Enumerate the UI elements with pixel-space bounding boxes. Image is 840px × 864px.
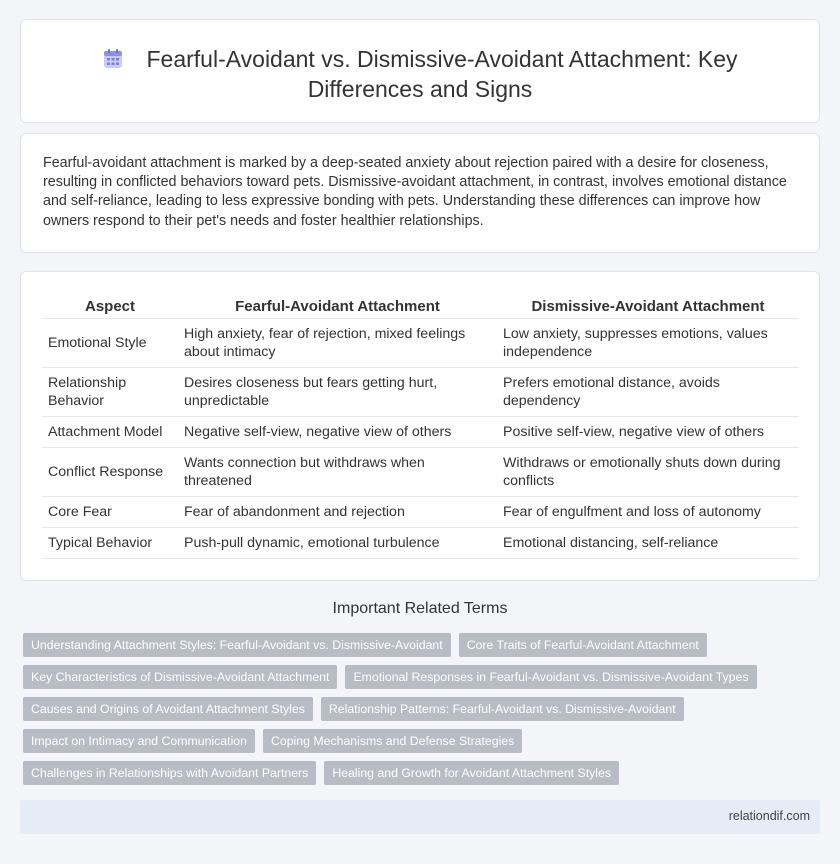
footer-site-link[interactable]: relationdif.com <box>728 809 810 823</box>
related-terms-list <box>23 633 823 785</box>
table-row <box>42 367 799 416</box>
table-row <box>42 318 799 367</box>
title-line-2: Differences and Signs <box>307 76 533 102</box>
cell-fearful: High anxiety, fear of rejection, mixed feelings about intimacy <box>178 318 497 367</box>
related-term-link[interactable]: Understanding Attachment Styles: Fearful-Avoidant vs. Dismissive-Avoidant <box>23 633 451 657</box>
cell-dismissive: Positive self-view, negative view of others <box>497 416 799 447</box>
header-dismissive: Dismissive-Avoidant Attachment <box>497 293 799 318</box>
cell-aspect: Typical Behavior <box>42 527 178 558</box>
header-fearful: Fearful-Avoidant Attachment <box>178 293 497 318</box>
cell-aspect: Emotional Style <box>42 318 178 367</box>
cell-dismissive: Emotional distancing, self-reliance <box>497 527 799 558</box>
cell-fearful: Fear of abandonment and rejection <box>178 496 497 527</box>
intro-card <box>20 133 820 253</box>
intro-text: Fearful-avoidant attachment is marked by a deep-seated anxiety about rejection paired with a desire for closeness, resulting in conflicted behaviors toward pets. Dismissive-avoidant attachment, in contrast, involves emotional distance and self-reliance, leading to less expressive bonding with pets. Understanding these differences can improve how owners respond to their pet's needs and foster healthier relationships. <box>43 155 787 229</box>
related-term-link[interactable]: Core Traits of Fearful-Avoidant Attachment <box>459 633 707 657</box>
cell-dismissive: Low anxiety, suppresses emotions, values independence <box>497 318 799 367</box>
related-term-link[interactable]: Emotional Responses in Fearful-Avoidant vs. Dismissive-Avoidant Types <box>345 665 756 689</box>
title-line-1: Fearful-Avoidant vs. Dismissive-Avoidant Attachment: Key <box>146 46 738 72</box>
cell-aspect: Conflict Response <box>42 447 178 496</box>
header-card <box>20 19 820 123</box>
table-row <box>42 527 799 558</box>
cell-fearful: Negative self-view, negative view of others <box>178 416 497 447</box>
cell-aspect: Attachment Model <box>42 416 178 447</box>
related-term-link[interactable]: Key Characteristics of Dismissive-Avoidant Attachment <box>23 665 337 689</box>
table-header-row <box>42 293 799 318</box>
cell-aspect: Relationship Behavior <box>42 367 178 416</box>
comparison-table <box>42 293 799 559</box>
footer <box>20 800 820 834</box>
cell-aspect: Core Fear <box>42 496 178 527</box>
cell-fearful: Desires closeness but fears getting hurt, unpredictable <box>178 367 497 416</box>
cell-dismissive: Withdraws or emotionally shuts down during conflicts <box>497 447 799 496</box>
cell-fearful: Wants connection but withdraws when threatened <box>178 447 497 496</box>
page-title <box>21 44 819 104</box>
related-terms-title: Important Related Terms <box>332 600 508 617</box>
calendar-icon <box>102 48 124 70</box>
related-term-link[interactable]: Relationship Patterns: Fearful-Avoidant vs. Dismissive-Avoidant <box>321 697 684 721</box>
related-term-link[interactable]: Causes and Origins of Avoidant Attachment Styles <box>23 697 313 721</box>
related-term-link[interactable]: Challenges in Relationships with Avoidant Partners <box>23 761 316 785</box>
cell-dismissive: Prefers emotional distance, avoids dependency <box>497 367 799 416</box>
related-term-link[interactable]: Impact on Intimacy and Communication <box>23 729 255 753</box>
cell-dismissive: Fear of engulfment and loss of autonomy <box>497 496 799 527</box>
table-row <box>42 416 799 447</box>
comparison-card <box>20 271 820 581</box>
related-term-link[interactable]: Coping Mechanisms and Defense Strategies <box>263 729 522 753</box>
table-row <box>42 496 799 527</box>
related-term-link[interactable]: Healing and Growth for Avoidant Attachment Styles <box>324 761 619 785</box>
header-aspect: Aspect <box>42 293 178 318</box>
table-row <box>42 447 799 496</box>
cell-fearful: Push-pull dynamic, emotional turbulence <box>178 527 497 558</box>
